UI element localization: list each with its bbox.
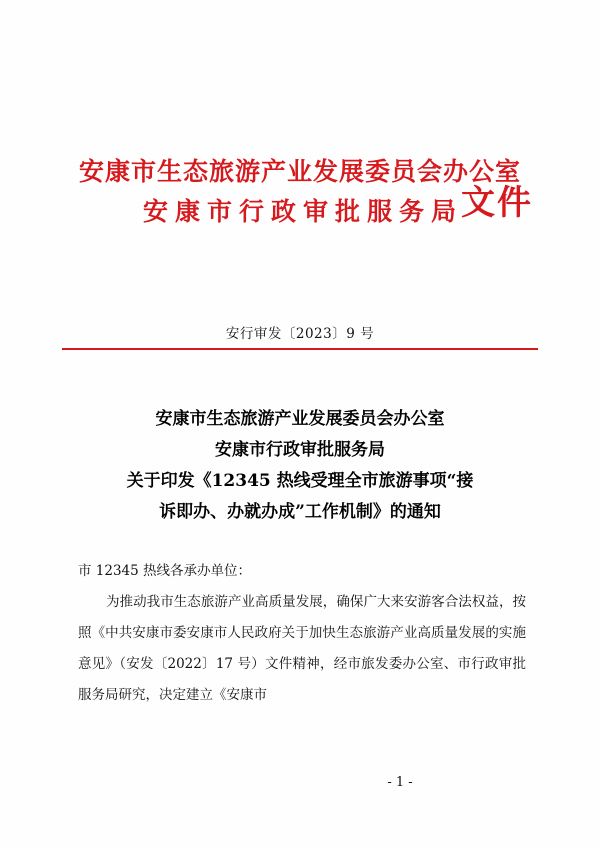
document-title (72, 404, 528, 528)
body-paragraph-1: 为推动我市生态旅游产业高质量发展，确保广大来安游客合法权益，按照《中共安康市委安康市人民政府关于加快生态旅游产业高质量发展的实施意见》（安发〔2022〕17 号）文件精神，经市旅发委办公室、市行政审批服务局研究，决定建立《安康市 (78, 594, 526, 703)
letterhead (0, 152, 600, 232)
document-body (78, 556, 526, 711)
letterhead-line-2: 安康市行政审批服务局 (142, 197, 463, 226)
title-line-2: 安康市行政审批服务局 (215, 440, 385, 460)
document-number: 安行审发〔2023〕9 号 (225, 326, 375, 342)
letterhead-rows (78, 152, 533, 232)
title-line-1: 安康市生态旅游产业发展委员会办公室 (155, 409, 445, 429)
salutation: 市 12345 热线各承办单位： (78, 563, 252, 579)
title-line-3: 关于印发《12345 热线受理全市旅游事项“接 (126, 471, 474, 491)
letterhead-suffix: 文件 (460, 183, 533, 223)
page-number: - 1 - (387, 775, 413, 790)
title-line-4: 诉即办、办就办成”工作机制》的通知 (159, 502, 441, 522)
red-separator-rule (62, 348, 538, 350)
letterhead-line-1: 安康市生态旅游产业发展委员会办公室 (78, 157, 521, 186)
